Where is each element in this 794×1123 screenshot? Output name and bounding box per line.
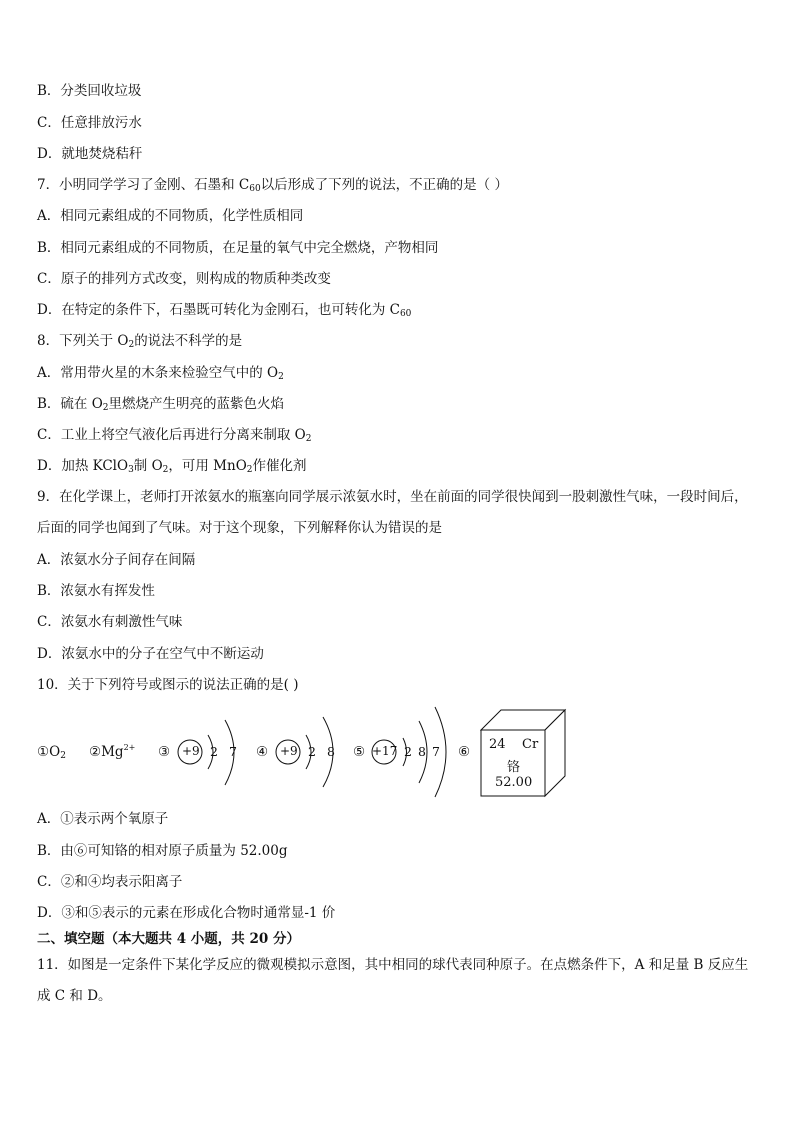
q10-stem: 10．关于下列符号或图示的说法正确的是( ) [37,677,299,693]
shell-5-2: 8 [418,744,426,759]
element-mass: 52.00 [495,775,533,790]
q9-option-c: C．浓氨水有刺激性气味 [37,614,183,630]
q8-option-c: C．工业上将空气液化后再进行分离来制取 $O_2$ [37,427,312,444]
q10-option-a: A．①表示两个氧原子 [37,811,169,827]
q6-option-d: D．就地焚烧秸秆 [37,146,143,162]
section-heading: 二、填空题（本大题共 4 小题，共 20 分） [37,931,300,947]
q10-option-d: D．③和⑤表示的元素在形成化合物时通常显-1 价 [37,905,336,921]
q9-option-a: A．浓氨水分子间存在间隔 [37,552,196,568]
q7-option-a: A．相同元素组成的不同物质，化学性质相同 [37,208,304,224]
shell-5-1: 2 [404,744,412,759]
q9-option-b: B．浓氨水有挥发性 [37,583,155,599]
q7-stem: 7．小明同学学习了金刚、石墨和 $C_{60}$以后形成了下列的说法，不正确的是（ ） [37,177,508,194]
figure-item-1: $①O_2$ [37,744,66,761]
q8-stem: 8．下列关于 $O_2$的说法不科学的是 [37,333,243,350]
q11-stem: 11．如图是一定条件下某化学反应的微观模拟示意图，其中相同的球代表同种原子。在点燃条件下，A 和足量 B 反应生成 C 和 D。 [37,957,749,1004]
figure-item-3-label: ③ [158,744,171,760]
q10-option-c: C．②和④均表示阳离子 [37,874,183,890]
q7-option-c: C．原子的排列方式改变，则构成的物质种类改变 [37,271,331,287]
figure-item-2: $②Mg^{2+}$ [89,743,136,760]
q9-stem: 9．在化学课上，老师打开浓氨水的瓶塞向同学展示浓氨水时，坐在前面的同学很快闻到一股刺激性气味，一段时间后，后面的同学也闻到了气味。对于这个现象，下列解释你认为错误的是 [37,489,748,536]
nucleus-charge-4: +9 [280,744,298,758]
shell-3-1: 2 [210,744,218,759]
element-symbol: Cr [522,737,539,752]
q6-option-b: B．分类回收垃圾 [37,83,142,99]
shell-4-1: 2 [308,744,316,759]
q10-figure [37,705,577,805]
q6-option-c: C．任意排放污水 [37,115,142,131]
shell-5-3: 7 [432,744,440,759]
q8-option-b: B．硫在 $O_2$里燃烧产生明亮的蓝紫色火焰 [37,396,285,413]
element-name: 铬 [507,760,521,775]
nucleus-charge-5: +17 [372,744,398,758]
q10-option-b: B．由⑥可知铬的相对原子质量为 52.00g [37,843,288,859]
q7-option-d: D．在特定的条件下，石墨既可转化为金刚石，也可转化为 $C_{60}$ [37,302,412,319]
nucleus-charge-3: +9 [182,744,200,758]
shell-3-2: 7 [229,744,237,759]
figure-item-6-label: ⑥ [458,744,471,760]
shell-4-2: 8 [327,744,335,759]
q8-option-d: D．加热 KClO$_3$制 $O_2$，可用 MnO$_2$作催化剂 [37,458,307,475]
q8-option-a: A．常用带火星的木条来检验空气中的 $O_2$ [37,365,284,382]
element-atomic-number: 24 [489,737,506,752]
q7-option-b: B．相同元素组成的不同物质，在足量的氧气中完全燃烧，产物相同 [37,240,439,256]
figure-item-4-label: ④ [256,744,269,760]
q9-option-d: D．浓氨水中的分子在空气中不断运动 [37,646,264,662]
figure-item-5-label: ⑤ [353,744,366,760]
